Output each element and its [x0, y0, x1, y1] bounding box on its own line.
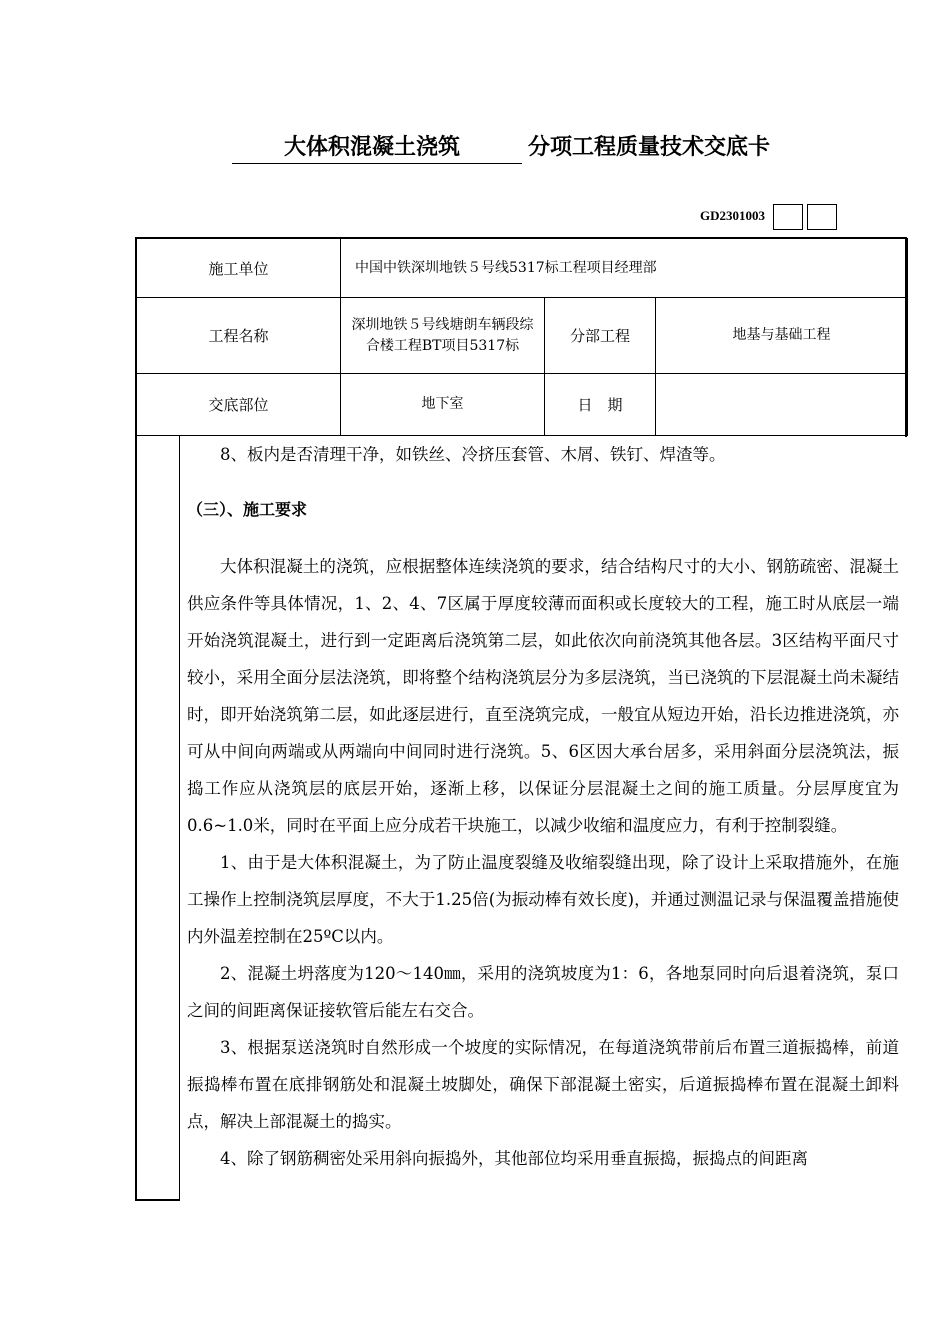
- table-top-border: [135, 237, 907, 239]
- date-value: [656, 374, 908, 436]
- location-label: 交底部位: [137, 374, 341, 436]
- title-rest: 分项工程质量技术交底卡: [528, 135, 771, 160]
- sub-project-value: 地基与基础工程: [656, 298, 908, 374]
- info-row-location: [137, 374, 908, 436]
- project-label: 工程名称: [137, 298, 341, 374]
- sub-project-label: 分部工程: [545, 298, 656, 374]
- item-1: 1、由于是大体积混凝土，为了防止温度裂缝及收缩裂缝出现，除了设计上采取措施外，在施工操作上控制浇筑层厚度，不大于1.25倍(为振动棒有效长度)，并通过测温记录与保温覆盖措施使内外温差控制在25ºC以内。: [187, 853, 899, 946]
- info-table: [136, 238, 908, 436]
- code-box-2: [807, 204, 837, 230]
- content-left-column-divider: [179, 436, 180, 1201]
- title-underlined: 大体积混凝土浇筑: [232, 133, 522, 164]
- doc-code: GD2301003: [700, 208, 765, 223]
- location-value: 地下室: [341, 374, 545, 436]
- content-body: [187, 436, 899, 1177]
- document-title: [232, 128, 832, 168]
- code-box-1: [773, 204, 803, 230]
- table-right-border: [905, 237, 907, 437]
- section-title: （三）、施工要求: [187, 500, 308, 519]
- unit-value: 中国中铁深圳地铁５号线5317标工程项目经理部: [341, 239, 908, 298]
- unit-label: 施工单位: [137, 239, 341, 298]
- item-8: 8、板内是否清理干净，如铁丝、冷挤压套管、木屑、铁钉、焊渣等。: [220, 445, 726, 464]
- item-2: 2、混凝土坍落度为120～140㎜，采用的浇筑坡度为1：6，各地泵同时向后退着浇筑，泵口之间的间距离保证接软管后能左右交合。: [187, 964, 899, 1020]
- info-row-project: [137, 298, 908, 374]
- table-left-border: [135, 237, 137, 1201]
- content-left-column-bottom: [135, 1199, 180, 1201]
- info-row-unit: [137, 239, 908, 298]
- project-value: 深圳地铁５号线塘朗车辆段综合楼工程BT项目5317标: [341, 298, 545, 374]
- paragraph-1: 大体积混凝土的浇筑，应根据整体连续浇筑的要求，结合结构尺寸的大小、钢筋疏密、混凝土供应条件等具体情况，1、2、4、7区属于厚度较薄而面积或长度较大的工程，施工时从底层一端开始浇筑混凝土，进行到一定距离后浇筑第二层，如此依次向前浇筑其他各层。3区结构平面尺寸较小，采用全面分层法浇筑，即将整个结构浇筑层分为多层浇筑，当已浇筑的下层混凝土尚未凝结时，即开始浇筑第二层，如此逐层进行，直至浇筑完成，一般宜从短边开始，沿长边推进浇筑，亦可从中间向两端或从两端向中间同时进行浇筑。5、6区因大承台居多，采用斜面分层浇筑法，振捣工作应从浇筑层的底层开始，逐渐上移，以保证分层混凝土之间的施工质量。分层厚度宜为0.6~1.0米，同时在平面上应分成若干块施工，以减少收缩和温度应力，有利于控制裂缝。: [187, 557, 899, 835]
- item-3: 3、根据泵送浇筑时自然形成一个坡度的实际情况，在每道浇筑带前后布置三道振捣棒，前道振捣棒布置在底排钢筋处和混凝土坡脚处，确保下部混凝土密实，后道振捣棒布置在混凝土卸料点，解决上部混凝土的捣实。: [187, 1038, 899, 1131]
- date-label: 日 期: [545, 374, 656, 436]
- item-4: 4、除了钢筋稠密处采用斜向振捣外，其他部位均采用垂直振捣，振捣点的间距离: [220, 1149, 808, 1168]
- doc-code-row: [700, 204, 841, 230]
